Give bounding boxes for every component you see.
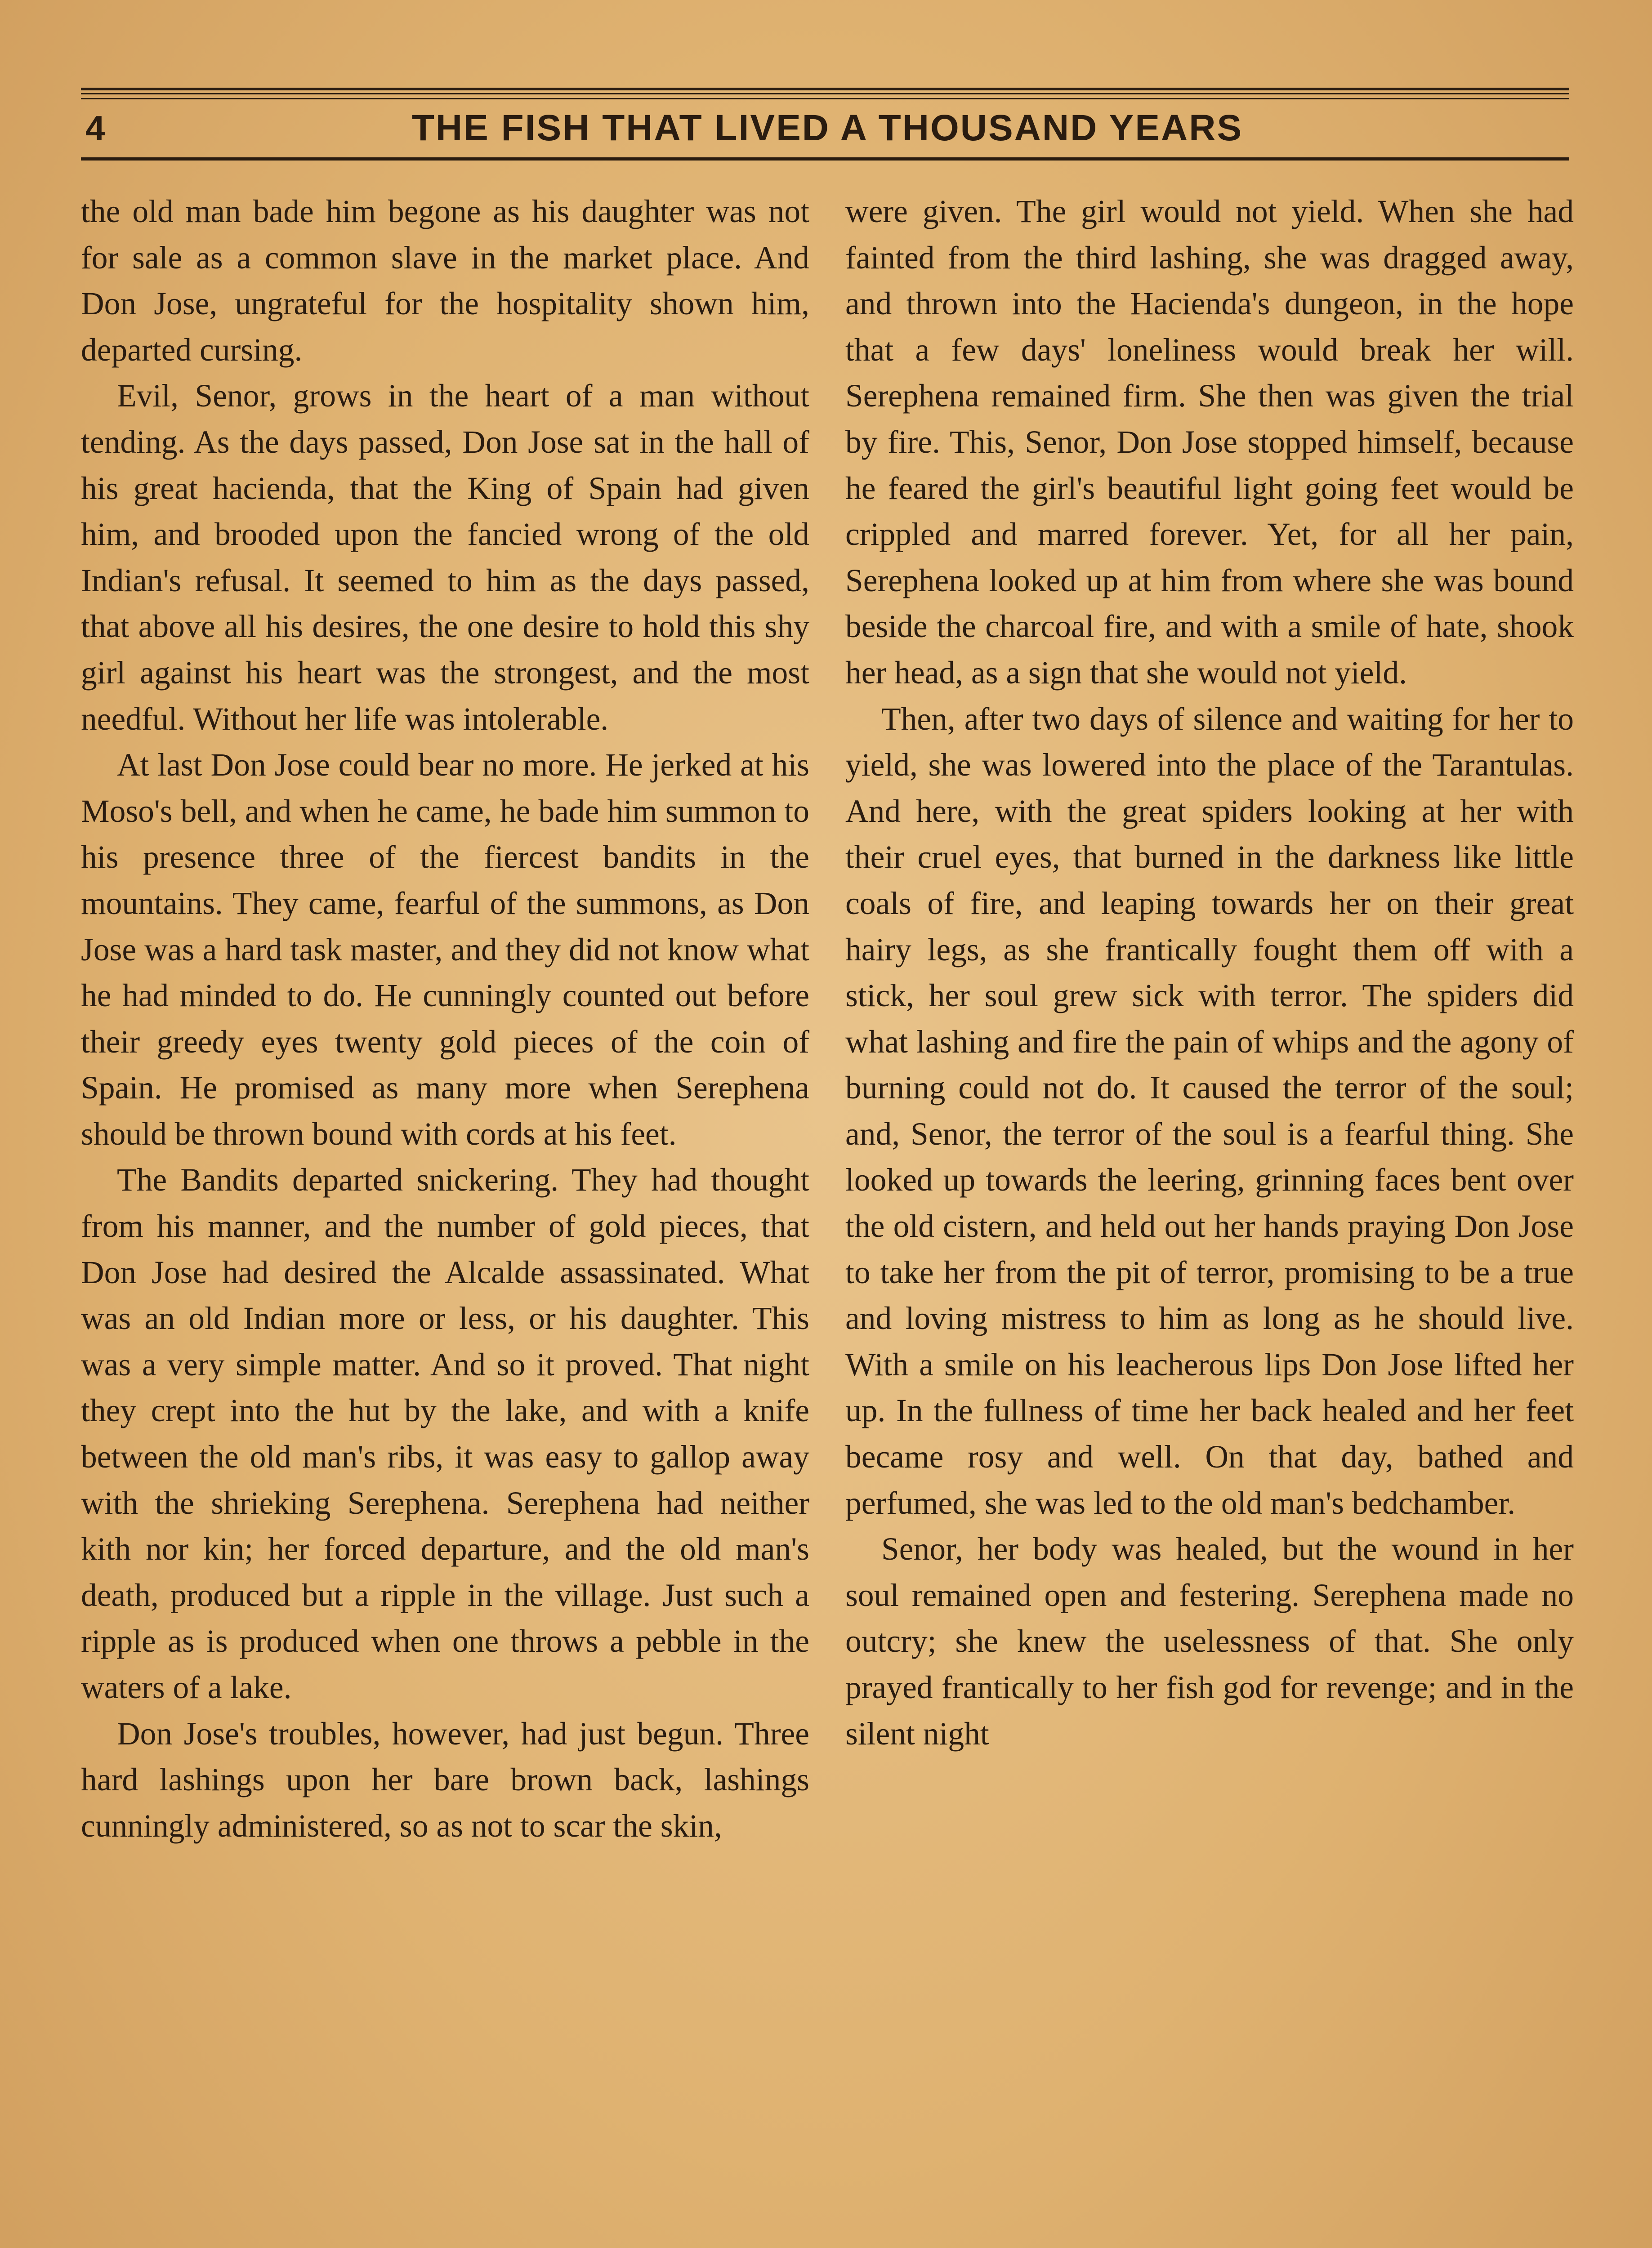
header-top-rule-thin xyxy=(81,93,1569,94)
paragraph: At last Don Jose could bear no more. He jerked at his Moso's bell, and when he came, he bade him summon to his presence three of the fiercest bandits in the mountains. They came, fearful of the summons, as Don Jose was a hard task master, and they did not know what he had minded to do. He cunningly counted out before their greedy eyes twenty gold pieces of the coin of Spain. He promised as many more when Serephena should be thrown bound with cords at his feet. xyxy=(81,747,809,1152)
running-header xyxy=(81,101,1569,155)
paragraph: The Bandits departed snickering. They had thought from his manner, and the number of gold pieces, that Don Jose had desired the Alcalde assassinated. What was an old Indian more or less, or his daughter. This was a very simple matter. And so it proved. That night they crept into the hut by the lake, and with a knife between the old man's ribs, it was easy to gallop away with the shrieking Serephena. Serephena had neither kith nor kin; her forced departure, and the old man's death, produced but a ripple in the village. Just such a ripple as is produced when one throws a pebble in the waters of a lake. xyxy=(81,1162,809,1705)
header-top-rule-thin-2 xyxy=(81,98,1569,99)
header-top-rule xyxy=(81,88,1569,90)
paragraph: Senor, her body was healed, but the wound in her soul remained open and festering. Serephena made no outcry; she knew the uselessness of that. She only prayed frantically to her fish god for revenge; and in the silent night xyxy=(845,1531,1574,1752)
paragraph: Don Jose's troubles, however, had just begun. Three hard lashings upon her bare brown back, lashings cunningly administered, so as not to scar the skin, xyxy=(81,1716,809,1844)
paragraph: Then, after two days of silence and waiting for her to yield, she was lowered into the place of the Tarantulas. And here, with the great spiders looking at her with their cruel eyes, that burned in the darkness like little coals of fire, and leaping towards her on their great hairy legs, as she frantically fought them off with a stick, her soul grew sick with terror. The spiders did what lashing and fire the pain of whips and the agony of burning could not do. It caused the terror of the soul; and, Senor, the terror of the soul is a fearful thing. She looked up towards the leering, grinning faces bent over the old cistern, and held out her hands praying Don Jose to take her from the pit of terror, promising to be a true and loving mistress to him as long as he should live. With a smile on his leacherous lips Don Jose lifted her up. In the fullness of time her back healed and her feet became rosy and well. On that day, bathed and perfumed, she was led to the old man's bedchamber. xyxy=(845,701,1574,1521)
paragraph: the old man bade him begone as his daughter was not for sale as a common slave in the market place. And Don Jose, ungrateful for the hospitality shown him, departed cursing. xyxy=(81,194,809,368)
running-title: THE FISH THAT LIVED A THOUSAND YEARS xyxy=(411,107,1243,148)
paragraph: were given. The girl would not yield. When she had fainted from the third lashing, she was dragged away, and thrown into the Hacienda's dungeon, in the hope that a few days' loneliness would break her will. Serephena remained firm. She then was given the trial by fire. This, Senor, Don Jose stopped himself, because he feared the girl's beautiful light going feet would be crippled and marred forever. Yet, for all her pain, Serephena looked up at him from where she was bound beside the charcoal fire, and with a smile of hate, shook her head, as a sign that she would not yield. xyxy=(845,194,1574,691)
right-column xyxy=(845,189,1574,1757)
left-column xyxy=(81,189,809,1849)
paragraph: Evil, Senor, grows in the heart of a man without tending. As the days passed, Don Jose sat in the hall of his great hacienda, that the King of Spain had given him, and brooded upon the fancied wrong of the old Indian's refusal. It seemed to him as the days passed, that above all his desires, the one desire to hold this shy girl against his heart was the strongest, and the most needful. Without her life was intolerable. xyxy=(81,378,809,737)
page-number: 4 xyxy=(85,108,105,148)
header-bottom-rule xyxy=(81,157,1569,161)
